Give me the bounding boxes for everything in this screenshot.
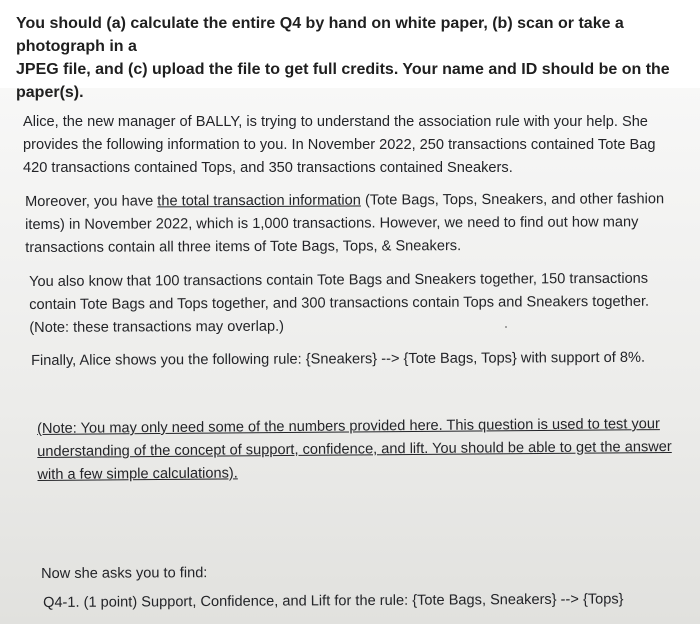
moreover-suffix: (Tote Bags, Tops, Sneakers, and other fashion items) in November 2022, which is 1,000 transactions. However, we need to find out how many transactions contain all three items of Tote Bags, Tops, & Sneakers. [25, 191, 665, 256]
dust-speck [505, 326, 507, 328]
question-q4-1: Q4-1. (1 point) Support, Confidence, and Lift for the rule: {Tote Bags, Sneakers} --> {Tops} [43, 591, 624, 611]
instruction-header [0, 0, 700, 101]
pairs-paragraph: You also know that 100 transactions contain Tote Bags and Sneakers together, 150 transactions contain Tote Bags and Tops together, and 300 transactions contain Tops and Sneakers together. (Note: these transactions may overlap.) [29, 270, 650, 336]
ask-line: Now she asks you to find: [41, 565, 208, 582]
rule-paragraph: Finally, Alice shows you the following rule: {Sneakers} --> {Tote Bags, Tops} with support of 8%. [31, 349, 646, 369]
instruction-text: You should (a) calculate the entire Q4 by hand on white paper, (b) scan or take a photograph in a JPEG file, and (c) upload the file to get full credits. Your name and ID should be on the paper(s). [16, 15, 670, 101]
intro-paragraph: Alice, the new manager of BALLY, is trying to understand the association rule with your help. She provides the following information to you. In November 2022, 250 transactions contained Tote Bag 420 transactions contained Tops, and 350 transactions contained Sneakers. [23, 114, 656, 176]
moreover-paragraph [25, 188, 700, 260]
moreover-prefix: Moreover, you have [25, 193, 158, 210]
total-transaction-link[interactable]: the total transaction information [157, 192, 361, 210]
note-paragraph: (Note: You may only need some of the numbers provided here. This question is used to test your understanding of the concept of support, confidence, and lift. You should be able to get the answer with a few simple calculations). [37, 416, 672, 483]
